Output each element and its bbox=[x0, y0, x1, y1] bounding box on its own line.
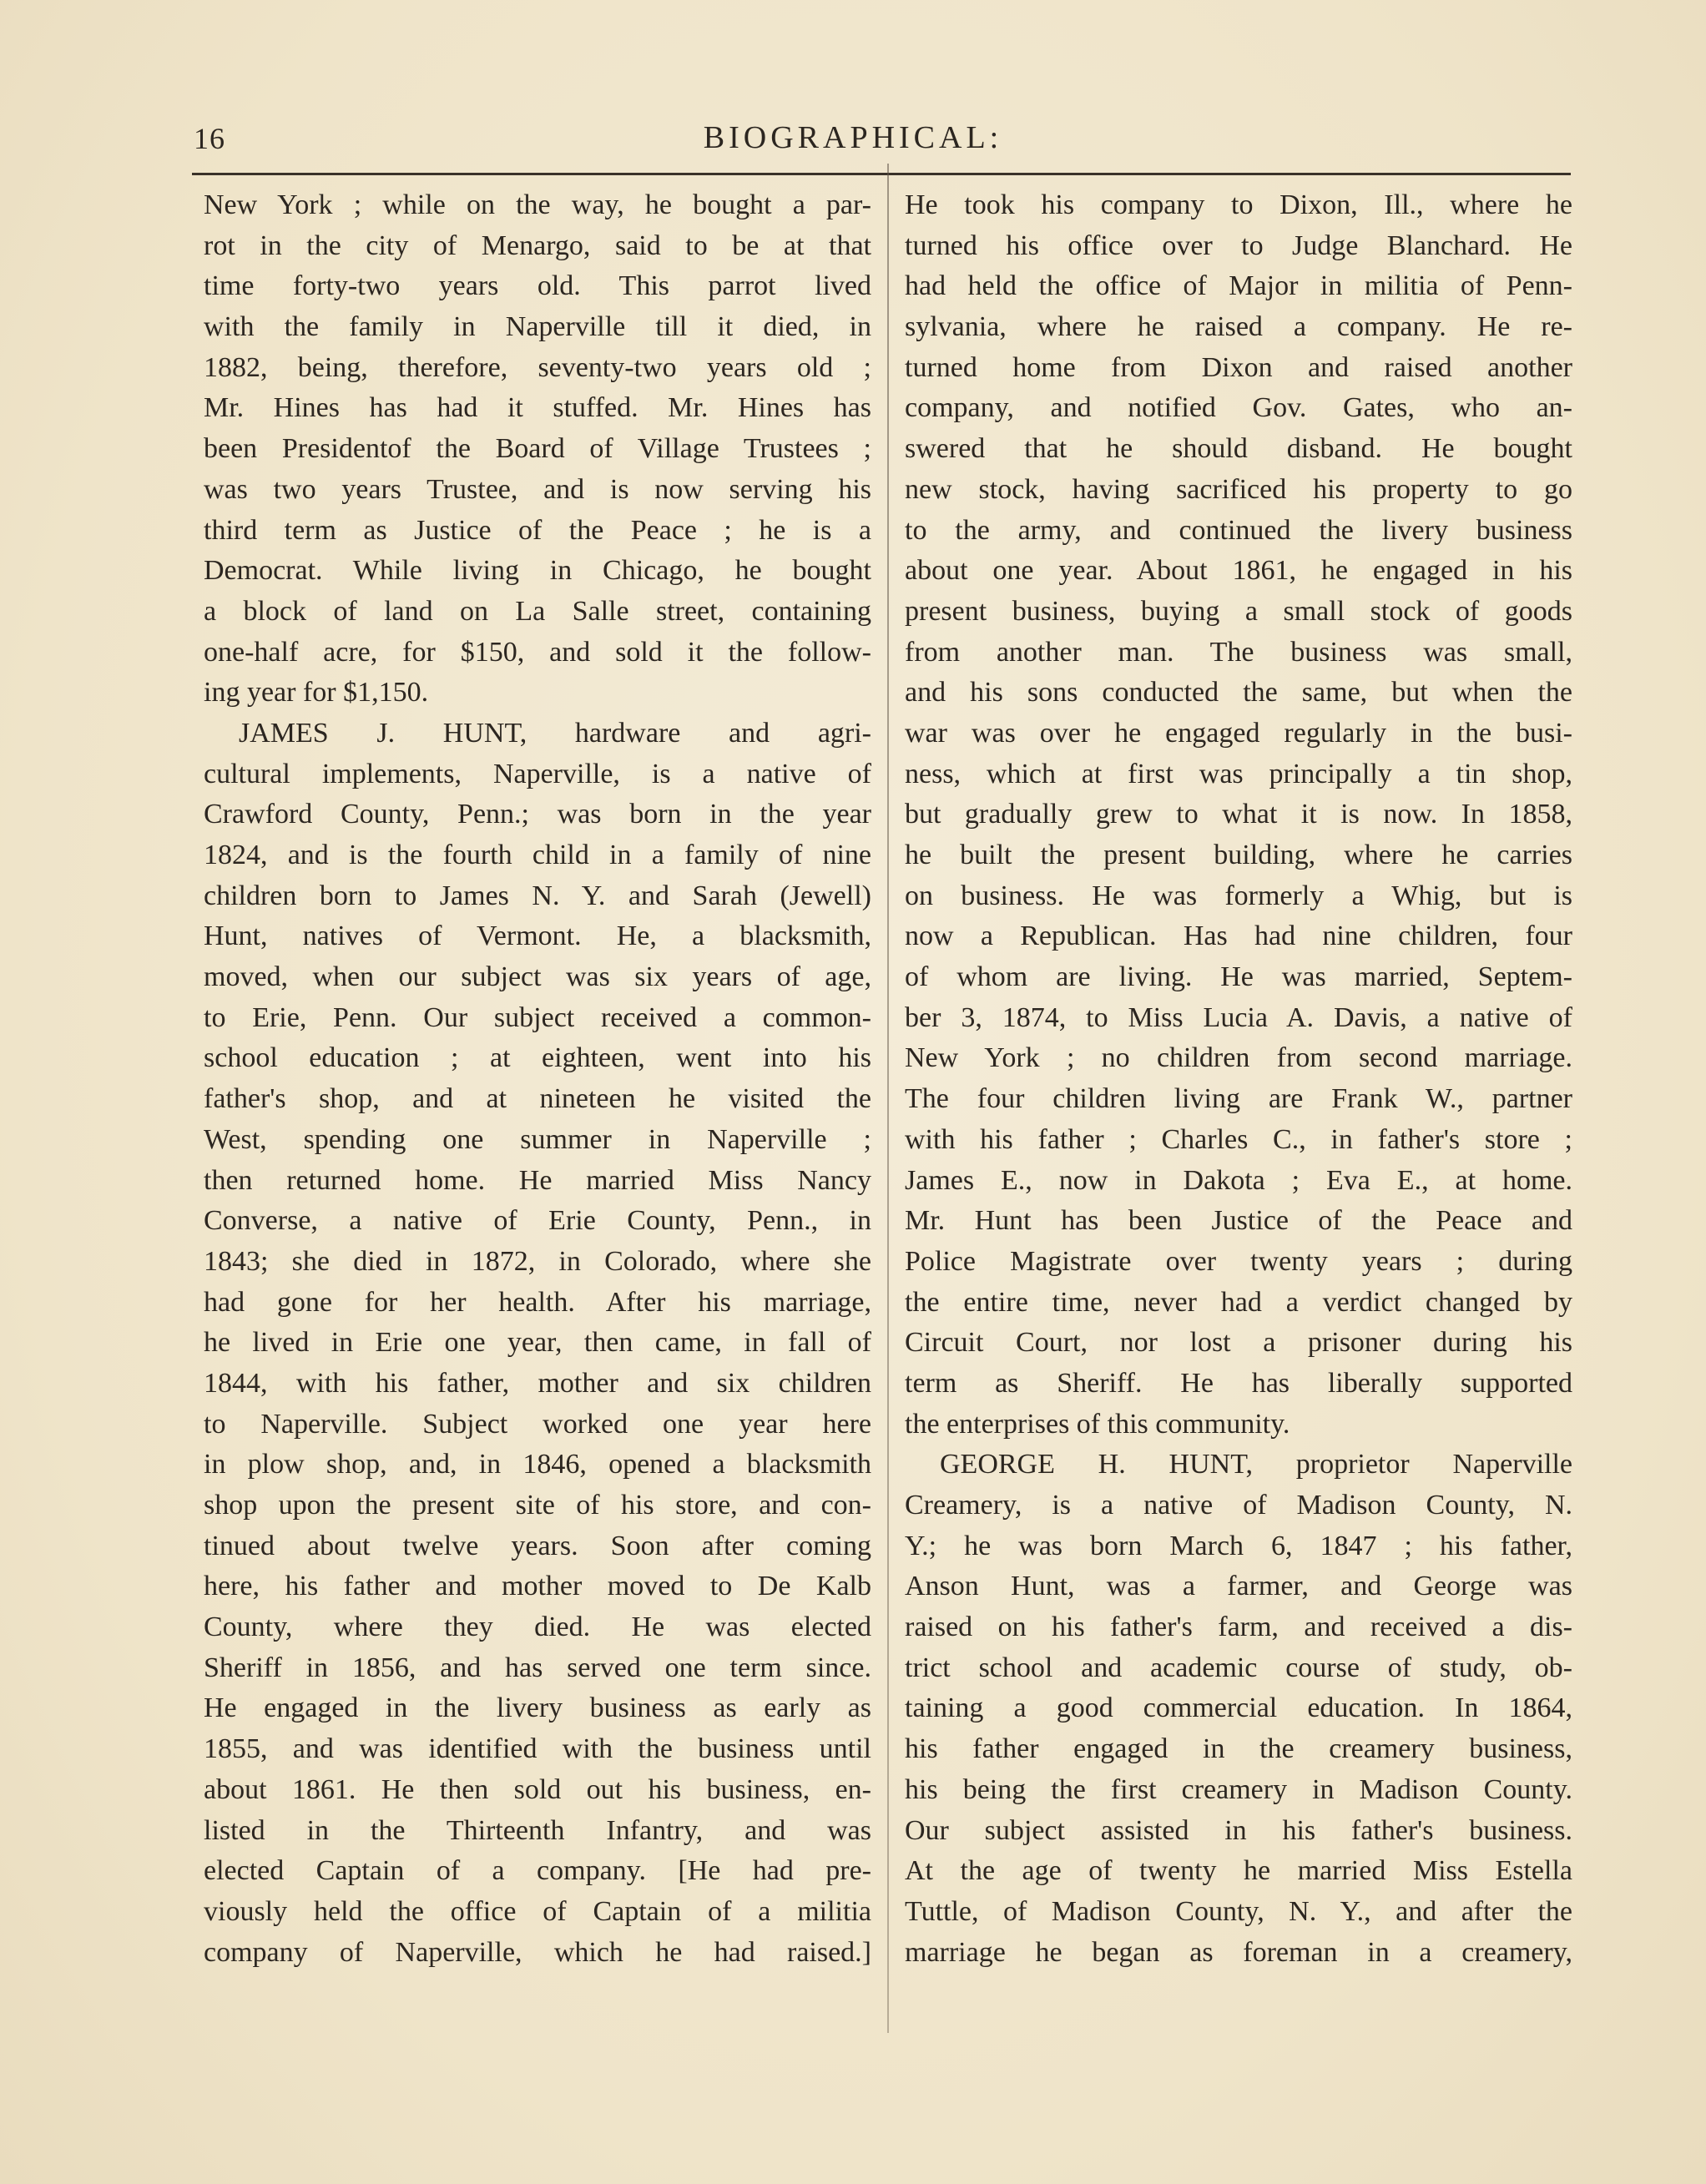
text-line: raised on his father's farm, and received a dis- bbox=[905, 1612, 1572, 1643]
text-line: term as Sheriff. He has liberally supported bbox=[905, 1367, 1572, 1399]
text-line: 1824, and is the fourth child in a family of nine bbox=[204, 840, 871, 870]
text-line: turned home from Dixon and raised another bbox=[905, 351, 1572, 383]
text-line: here, his father and mother moved to De Kalb bbox=[204, 1571, 871, 1602]
text-line: shop upon the present site of his store, and con- bbox=[204, 1490, 871, 1521]
text-line: ing year for $1,150. bbox=[204, 677, 429, 709]
text-line: 1844, with his father, mother and six children bbox=[204, 1367, 871, 1399]
text-line: now a Republican. Has had nine children, four bbox=[905, 921, 1572, 952]
text-line: father's shop, and at nineteen he visited the bbox=[204, 1083, 871, 1115]
text-line: was two years Trustee, and is now serving his bbox=[204, 473, 871, 505]
text-line: turned his office over to Judge Blanchard. He bbox=[905, 229, 1572, 261]
text-line: company, and notified Gov. Gates, who an- bbox=[905, 392, 1572, 424]
text-line: Police Magistrate over twenty years ; during bbox=[905, 1245, 1572, 1277]
page-number: 16 bbox=[194, 122, 225, 155]
text-line: on business. He was formerly a Whig, but is bbox=[905, 880, 1572, 911]
text-line: 1882, being, therefore, seventy-two years old ; bbox=[204, 351, 871, 383]
text-line: Circuit Court, nor lost a prisoner during his bbox=[905, 1327, 1572, 1359]
column-divider bbox=[887, 164, 889, 2033]
text-line: his father engaged in the creamery business, bbox=[905, 1733, 1572, 1765]
text-line: marriage he began as foreman in a creamery, bbox=[905, 1936, 1572, 1968]
text-line: in plow shop, and, in 1846, opened a blacksmith bbox=[204, 1449, 871, 1480]
text-line: JAMES J. HUNT, hardware and agri- bbox=[239, 717, 871, 749]
text-line: Mr. Hines has had it stuffed. Mr. Hines has bbox=[204, 392, 871, 424]
text-line: Crawford County, Penn.; was born in the year bbox=[204, 799, 871, 830]
text-line: war was over he engaged regularly in the busi- bbox=[905, 717, 1572, 749]
text-line: he lived in Erie one year, then came, in fall of bbox=[204, 1327, 871, 1359]
text-line: 1855, and was identified with the business until bbox=[204, 1733, 871, 1765]
text-line: from another man. The business was small, bbox=[905, 636, 1572, 668]
text-line: had held the office of Major in militia of Penn- bbox=[905, 270, 1572, 302]
text-line: moved, when our subject was six years of age, bbox=[204, 961, 871, 993]
text-line: to the army, and continued the livery business bbox=[905, 514, 1572, 546]
text-line: New York ; no children from second marriage. bbox=[905, 1042, 1572, 1074]
text-line: taining a good commercial education. In 1864, bbox=[905, 1692, 1572, 1724]
text-line: West, spending one summer in Naperville ; bbox=[204, 1123, 871, 1155]
text-line: the entire time, never had a verdict changed by bbox=[905, 1286, 1572, 1318]
text-line: one-half acre, for $150, and sold it the follow- bbox=[204, 636, 871, 668]
text-line: He engaged in the livery business as early as bbox=[204, 1692, 871, 1724]
text-line: County, where they died. He was elected bbox=[204, 1612, 871, 1643]
text-line: with his father ; Charles C., in father's store ; bbox=[905, 1123, 1572, 1155]
left-column bbox=[204, 185, 871, 1973]
text-line: ness, which at first was principally a tin shop, bbox=[905, 758, 1572, 789]
text-line: Y.; he was born March 6, 1847 ; his father, bbox=[905, 1530, 1572, 1561]
text-line: Democrat. While living in Chicago, he bought bbox=[204, 555, 871, 587]
text-line: Converse, a native of Erie County, Penn., in bbox=[204, 1205, 871, 1237]
header-rule bbox=[192, 173, 1571, 175]
text-line: present business, buying a small stock of goods bbox=[905, 595, 1572, 627]
text-line: Anson Hunt, was a farmer, and George was bbox=[905, 1571, 1572, 1602]
text-line: Mr. Hunt has been Justice of the Peace and bbox=[905, 1205, 1572, 1237]
text-line: time forty-two years old. This parrot lived bbox=[204, 270, 871, 302]
text-line: third term as Justice of the Peace ; he is a bbox=[204, 514, 871, 546]
text-line: but gradually grew to what it is now. In 1858, bbox=[905, 799, 1572, 830]
text-line: cultural implements, Naperville, is a native of bbox=[204, 758, 871, 789]
text-line: elected Captain of a company. [He had pre- bbox=[204, 1855, 871, 1887]
text-line: Our subject assisted in his father's business. bbox=[905, 1814, 1572, 1846]
text-line: and his sons conducted the same, but when the bbox=[905, 677, 1572, 709]
text-line: about one year. About 1861, he engaged in his bbox=[905, 555, 1572, 587]
text-line: At the age of twenty he married Miss Estella bbox=[905, 1855, 1572, 1887]
text-line: He took his company to Dixon, Ill., where he bbox=[905, 189, 1572, 220]
text-line: then returned home. He married Miss Nancy bbox=[204, 1164, 871, 1196]
text-line: he built the present building, where he carries bbox=[905, 840, 1572, 870]
text-line: The four children living are Frank W., partner bbox=[905, 1083, 1572, 1115]
text-line: listed in the Thirteenth Infantry, and was bbox=[204, 1814, 871, 1846]
text-line: Sheriff in 1856, and has served one term since. bbox=[204, 1652, 871, 1683]
text-line: to Naperville. Subject worked one year here bbox=[204, 1408, 871, 1440]
text-line: about 1861. He then sold out his business, en- bbox=[204, 1773, 871, 1805]
text-line: Hunt, natives of Vermont. He, a blacksmith, bbox=[204, 921, 871, 952]
text-line: swered that he should disband. He bought bbox=[905, 433, 1572, 465]
text-line: school education ; at eighteen, went into his bbox=[204, 1042, 871, 1074]
right-column bbox=[905, 185, 1572, 1973]
text-line: New York ; while on the way, he bought a par- bbox=[204, 189, 871, 220]
text-line: Tuttle, of Madison County, N. Y., and after the bbox=[905, 1895, 1572, 1927]
text-line: with the family in Naperville till it died, in bbox=[204, 311, 871, 343]
text-line: the enterprises of this community. bbox=[905, 1408, 1290, 1440]
text-line: tinued about twelve years. Soon after coming bbox=[204, 1530, 871, 1561]
text-line: GEORGE H. HUNT, proprietor Naperville bbox=[940, 1449, 1572, 1480]
text-line: sylvania, where he raised a company. He re- bbox=[905, 311, 1572, 343]
text-line: of whom are living. He was married, Septem- bbox=[905, 961, 1572, 993]
text-line: James E., now in Dakota ; Eva E., at home. bbox=[905, 1164, 1572, 1196]
text-line: 1843; she died in 1872, in Colorado, where she bbox=[204, 1245, 871, 1277]
text-line: trict school and academic course of study, ob- bbox=[905, 1652, 1572, 1683]
text-line: ber 3, 1874, to Miss Lucia A. Davis, a native of bbox=[905, 1001, 1572, 1033]
text-line: viously held the office of Captain of a militia bbox=[204, 1895, 871, 1927]
text-line: been Presidentof the Board of Village Trustees ; bbox=[204, 433, 871, 465]
text-line: had gone for her health. After his marriage, bbox=[204, 1286, 871, 1318]
text-line: Creamery, is a native of Madison County, N. bbox=[905, 1490, 1572, 1521]
text-line: new stock, having sacrificed his property to go bbox=[905, 473, 1572, 505]
text-line: a block of land on La Salle street, containing bbox=[204, 595, 871, 627]
text-line: his being the first creamery in Madison County. bbox=[905, 1773, 1572, 1805]
text-line: rot in the city of Menargo, said to be at that bbox=[204, 229, 871, 261]
running-head: BIOGRAPHICAL: bbox=[703, 120, 1003, 155]
text-line: company of Naperville, which he had raised.] bbox=[204, 1936, 871, 1968]
text-line: children born to James N. Y. and Sarah (Jewell) bbox=[204, 880, 871, 911]
text-line: to Erie, Penn. Our subject received a common- bbox=[204, 1001, 871, 1033]
